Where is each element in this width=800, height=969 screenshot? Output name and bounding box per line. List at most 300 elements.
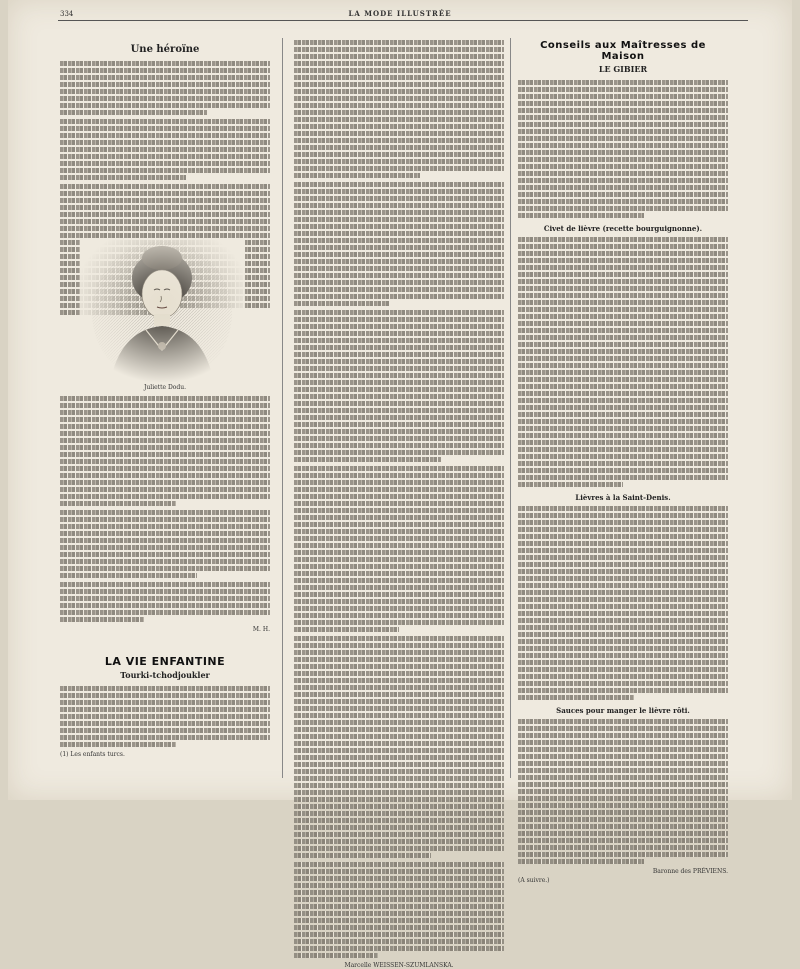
text-line — [518, 789, 728, 794]
text-line — [518, 803, 728, 808]
text-line — [294, 727, 504, 732]
portrait-caption: Juliette Dodu. — [144, 384, 186, 391]
text-line — [294, 876, 504, 881]
text-line — [60, 110, 207, 115]
text-line — [518, 782, 728, 787]
text-line — [294, 811, 504, 816]
article-signature-3: Baronne des PRÉVIENS. — [652, 868, 728, 875]
text-line — [60, 75, 270, 80]
text-line — [518, 824, 728, 829]
text-line — [294, 578, 504, 583]
text-line — [60, 103, 270, 108]
text-line — [294, 324, 504, 329]
text-line — [518, 94, 728, 99]
text-line — [294, 692, 504, 697]
text-line — [294, 953, 378, 958]
text-line — [294, 280, 504, 285]
text-line — [518, 328, 728, 333]
text-line — [294, 75, 504, 80]
text-line — [518, 279, 728, 284]
text-line — [294, 252, 504, 257]
text-line — [294, 487, 504, 492]
text-line — [60, 403, 270, 408]
text-line — [518, 349, 728, 354]
text-line — [518, 576, 728, 581]
text-line — [60, 480, 270, 485]
text-line — [60, 728, 270, 733]
text-line — [294, 473, 504, 478]
text-line — [294, 89, 504, 94]
text-line — [294, 897, 504, 902]
text-line — [294, 273, 504, 278]
text-line — [518, 726, 728, 731]
paragraph — [294, 466, 504, 632]
section-title: LA VIE ENFANTINE — [104, 655, 226, 668]
text-line — [518, 852, 728, 857]
text-line — [294, 671, 504, 676]
text-line — [60, 205, 270, 210]
text-line — [294, 173, 420, 178]
text-line — [294, 238, 504, 243]
text-line — [518, 178, 728, 183]
text-line — [294, 846, 504, 851]
text-line — [294, 394, 504, 399]
text-line — [518, 129, 728, 134]
text-line — [518, 300, 728, 305]
text-line — [294, 529, 504, 534]
text-line — [294, 883, 504, 888]
section-title-3: Conseils aux Maîtresses de Maison — [540, 40, 706, 62]
text-line — [518, 810, 728, 815]
text-line — [294, 103, 504, 108]
text-line — [294, 408, 504, 413]
text-line — [294, 918, 504, 923]
text-line — [60, 133, 270, 138]
text-line — [60, 140, 270, 145]
text-line — [60, 184, 270, 189]
text-line — [294, 748, 504, 753]
section-subtitle-3: LE GIBIER — [598, 64, 648, 74]
text-line — [518, 307, 728, 312]
text-line — [518, 164, 728, 169]
text-line — [294, 904, 504, 909]
text-line — [518, 286, 728, 291]
text-line — [518, 562, 728, 567]
text-line — [60, 494, 270, 499]
text-line — [518, 157, 728, 162]
text-line — [60, 589, 270, 594]
article-body-top — [60, 61, 270, 115]
text-line — [294, 946, 504, 951]
text-line — [294, 287, 504, 292]
text-line — [294, 54, 504, 59]
text-line — [60, 487, 270, 492]
text-line — [294, 224, 504, 229]
text-line — [518, 548, 728, 553]
text-line — [294, 259, 504, 264]
paragraph — [294, 40, 504, 178]
text-line — [518, 775, 728, 780]
text-line — [518, 251, 728, 256]
text-line — [60, 566, 270, 571]
text-line — [294, 245, 504, 250]
text-line — [294, 117, 504, 122]
text-line — [518, 433, 728, 438]
text-line — [60, 714, 270, 719]
text-line — [294, 217, 504, 222]
text-line — [60, 175, 186, 180]
text-line — [60, 89, 270, 94]
text-line — [294, 301, 389, 306]
text-line — [294, 189, 504, 194]
text-line — [60, 573, 197, 578]
recipe-title-3: Sauces pour manger le lièvre rôti. — [556, 706, 690, 715]
text-line — [60, 707, 270, 712]
text-line — [294, 373, 504, 378]
text-line — [518, 377, 728, 382]
text-line — [518, 719, 728, 724]
text-line — [518, 143, 728, 148]
text-line — [294, 734, 504, 739]
text-line — [60, 168, 270, 173]
text-line — [518, 747, 728, 752]
text-line — [518, 475, 728, 480]
text-line — [60, 459, 270, 464]
paragraph — [518, 80, 728, 218]
text-line — [60, 552, 270, 557]
text-line — [60, 154, 270, 159]
text-line — [294, 804, 504, 809]
text-line — [294, 480, 504, 485]
text-line — [518, 796, 728, 801]
paragraph — [60, 119, 270, 180]
text-line — [294, 345, 504, 350]
text-line — [294, 82, 504, 87]
text-line — [518, 527, 728, 532]
paragraph — [294, 862, 504, 958]
text-line — [518, 192, 728, 197]
text-line — [518, 646, 728, 651]
text-line — [294, 422, 504, 427]
paragraph — [60, 582, 270, 622]
text-line — [518, 363, 728, 368]
text-line — [518, 258, 728, 263]
text-line — [294, 40, 504, 45]
text-line — [518, 611, 728, 616]
text-line — [294, 592, 504, 597]
text-line — [60, 219, 270, 224]
text-line — [294, 352, 504, 357]
column-1-continued — [60, 396, 270, 758]
text-line — [294, 869, 504, 874]
text-line — [518, 370, 728, 375]
text-line — [294, 664, 504, 669]
text-line — [294, 571, 504, 576]
text-line — [294, 550, 504, 555]
text-line — [294, 387, 504, 392]
paragraph — [60, 396, 270, 506]
text-line — [518, 356, 728, 361]
text-line — [294, 338, 504, 343]
text-line — [60, 700, 270, 705]
recipe-title-1: Civet de lièvre (recette bourguignonne). — [543, 224, 703, 233]
text-line — [518, 293, 728, 298]
text-line — [518, 569, 728, 574]
text-line — [518, 272, 728, 277]
text-line — [518, 590, 728, 595]
text-line — [60, 686, 270, 691]
text-line — [294, 68, 504, 73]
text-line — [518, 150, 728, 155]
text-line — [60, 68, 270, 73]
text-line — [518, 555, 728, 560]
text-line — [294, 494, 504, 499]
text-line — [60, 501, 176, 506]
recipe-title-2: Lièvres à la Saint-Denis. — [575, 493, 671, 502]
text-line — [518, 688, 728, 693]
text-line — [294, 853, 431, 858]
text-line — [518, 122, 728, 127]
text-line — [60, 226, 270, 231]
text-line — [60, 510, 270, 515]
column-3 — [518, 40, 728, 884]
text-line — [518, 136, 728, 141]
text-line — [294, 359, 504, 364]
text-line — [294, 790, 504, 795]
text-line — [518, 534, 728, 539]
text-line — [518, 541, 728, 546]
text-line — [294, 564, 504, 569]
text-line — [518, 265, 728, 270]
text-line — [518, 461, 728, 466]
text-line — [294, 755, 504, 760]
text-line — [294, 231, 504, 236]
text-line — [518, 667, 728, 672]
text-line — [60, 161, 270, 166]
text-line — [294, 266, 504, 271]
text-line — [60, 126, 270, 131]
text-line — [294, 685, 504, 690]
text-line — [294, 401, 504, 406]
paragraph — [518, 719, 728, 864]
paragraph — [60, 686, 270, 747]
text-line — [518, 447, 728, 452]
text-line — [294, 627, 399, 632]
text-line — [60, 742, 176, 747]
text-line — [60, 603, 270, 608]
paragraph — [518, 237, 728, 487]
text-line — [294, 606, 504, 611]
text-line — [60, 424, 270, 429]
text-line — [60, 82, 270, 87]
text-line — [518, 440, 728, 445]
text-line — [518, 845, 728, 850]
text-line — [518, 412, 728, 417]
text-line — [294, 825, 504, 830]
text-line — [518, 199, 728, 204]
text-line — [518, 831, 728, 836]
text-line — [518, 398, 728, 403]
article-title: Une héroïne — [130, 44, 200, 55]
text-line — [60, 596, 270, 601]
text-line — [60, 524, 270, 529]
text-line — [294, 61, 504, 66]
text-line — [294, 636, 504, 641]
text-line — [60, 582, 270, 587]
text-line — [60, 610, 270, 615]
text-line — [294, 450, 504, 455]
text-line — [294, 832, 504, 837]
footnote: (1) Les enfants turcs. — [60, 751, 125, 758]
text-line — [294, 138, 504, 143]
text-line — [518, 426, 728, 431]
text-line — [294, 159, 504, 164]
portrait-illustration — [80, 238, 245, 383]
text-line — [294, 96, 504, 101]
article-signature-2: Marcelle WEISSEN-SZUMLANSKA. — [344, 962, 454, 969]
text-line — [60, 96, 270, 101]
text-line — [518, 583, 728, 588]
text-line — [518, 454, 728, 459]
text-line — [518, 80, 728, 85]
text-line — [294, 741, 504, 746]
text-line — [518, 733, 728, 738]
text-line — [518, 101, 728, 106]
text-line — [294, 317, 504, 322]
text-line — [518, 520, 728, 525]
text-line — [294, 890, 504, 895]
text-line — [518, 314, 728, 319]
text-line — [518, 405, 728, 410]
text-line — [60, 119, 270, 124]
text-line — [294, 818, 504, 823]
text-line — [518, 604, 728, 609]
text-line — [294, 585, 504, 590]
text-line — [294, 543, 504, 548]
text-line — [294, 331, 504, 336]
text-line — [518, 695, 634, 700]
text-line — [294, 515, 504, 520]
text-line — [294, 706, 504, 711]
paragraph — [294, 182, 504, 306]
text-line — [294, 776, 504, 781]
text-line — [294, 599, 504, 604]
text-line — [294, 366, 504, 371]
text-line — [60, 198, 270, 203]
text-line — [518, 653, 728, 658]
text-line — [294, 152, 504, 157]
text-line — [294, 166, 504, 171]
text-line — [294, 508, 504, 513]
text-line — [518, 237, 728, 242]
text-line — [518, 335, 728, 340]
text-line — [518, 87, 728, 92]
text-line — [294, 643, 504, 648]
to-be-continued: (A suivre.) — [518, 877, 550, 884]
text-line — [294, 699, 504, 704]
text-line — [60, 61, 270, 66]
text-line — [294, 310, 504, 315]
text-line — [518, 244, 728, 249]
text-line — [518, 384, 728, 389]
text-line — [60, 721, 270, 726]
text-line — [60, 438, 270, 443]
text-line — [518, 768, 728, 773]
text-line — [518, 618, 728, 623]
text-line — [60, 538, 270, 543]
paragraph — [294, 310, 504, 462]
text-line — [518, 625, 728, 630]
text-line — [294, 131, 504, 136]
text-line — [294, 47, 504, 52]
text-line — [294, 720, 504, 725]
text-line — [518, 817, 728, 822]
text-line — [294, 182, 504, 187]
text-line — [294, 620, 504, 625]
text-line — [518, 342, 728, 347]
text-line — [60, 417, 270, 422]
text-line — [60, 452, 270, 457]
text-line — [294, 196, 504, 201]
text-line — [294, 657, 504, 662]
text-line — [294, 110, 504, 115]
text-line — [294, 380, 504, 385]
text-line — [518, 838, 728, 843]
text-line — [294, 536, 504, 541]
text-line — [518, 185, 728, 190]
text-line — [518, 681, 728, 686]
magazine-page — [8, 0, 792, 969]
text-line — [294, 678, 504, 683]
text-line — [518, 115, 728, 120]
text-line — [60, 396, 270, 401]
text-line — [518, 639, 728, 644]
text-line — [294, 124, 504, 129]
text-line — [294, 911, 504, 916]
text-line — [60, 466, 270, 471]
text-line — [60, 431, 270, 436]
text-line — [60, 445, 270, 450]
text-line — [294, 522, 504, 527]
text-line — [518, 391, 728, 396]
text-line — [294, 429, 504, 434]
text-line — [518, 754, 728, 759]
text-line — [518, 597, 728, 602]
section-subtitle: Tourki-tchodjoukler — [120, 670, 210, 680]
text-line — [294, 839, 504, 844]
text-line — [294, 613, 504, 618]
text-line — [518, 632, 728, 637]
text-line — [518, 740, 728, 745]
text-line — [294, 557, 504, 562]
text-line — [294, 415, 504, 420]
text-line — [518, 761, 728, 766]
text-line — [60, 735, 270, 740]
text-line — [518, 674, 728, 679]
text-line — [60, 517, 270, 522]
text-line — [518, 506, 728, 511]
text-line — [518, 108, 728, 113]
text-line — [294, 501, 504, 506]
text-line — [60, 147, 270, 152]
text-line — [294, 294, 504, 299]
text-line — [518, 513, 728, 518]
text-line — [294, 443, 504, 448]
text-line — [60, 410, 270, 415]
text-line — [294, 713, 504, 718]
text-line — [60, 473, 270, 478]
column-divider — [282, 38, 283, 778]
